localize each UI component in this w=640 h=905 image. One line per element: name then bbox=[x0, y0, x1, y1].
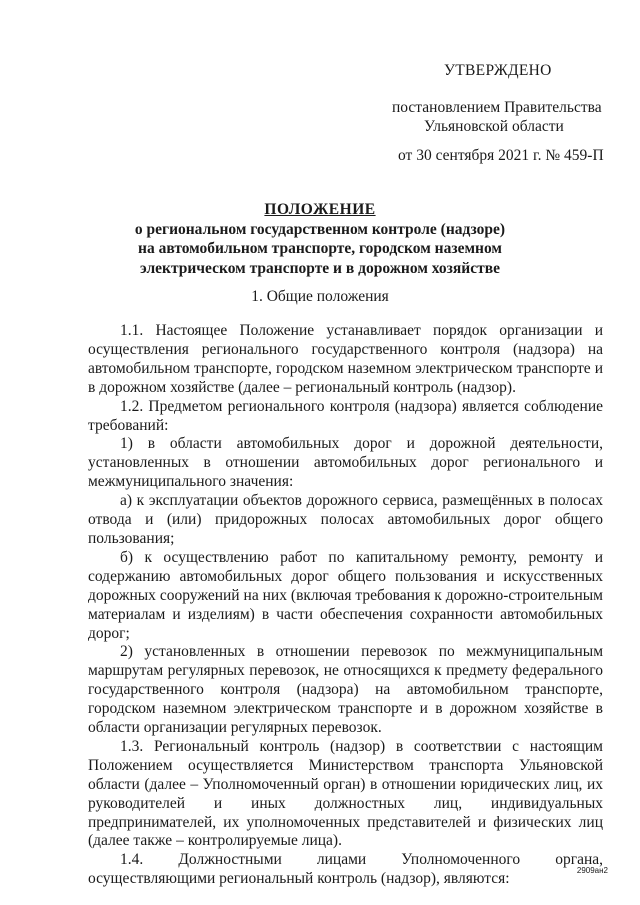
paragraph-1-1: 1.1. Настоящее Положение устанавливает порядок организации и осуществления регионального государственного контроля (надзора) на автомобильном транспорте, городском наземном электрическом транспорте и в дорожном хозяйстве (далее – региональный контроль (надзор). bbox=[88, 322, 603, 396]
approval-title: УТВЕРЖДЕНО bbox=[444, 62, 552, 79]
paragraph-1-3: 1.3. Региональный контроль (надзор) в соответствии с настоящим Положением осуществляется Министерством транспорта Ульяновской области (далее – Уполномоченный орган) в отношении юридических лиц, их руководителей и иных должностных лиц, индивидуальных предпринимателей, их уполномоченных представителей и физических лиц (далее также – контролируемые лица). bbox=[88, 737, 603, 850]
paragraph-1-2: 1.2. Предметом регионального контроля (надзора) является соблюдение требований: bbox=[88, 397, 603, 434]
document-title-block bbox=[0, 200, 640, 278]
paragraph-item-1b: б) к осуществлению работ по капитальному ремонту, ремонту и содержанию автомобильных дорог общего пользования и искусственных дорожных сооружений на них (включая требования к дорожно-строительным материалам и изделиям) в части обеспечения сохранности автомобильных дорог; bbox=[88, 548, 603, 642]
section-heading: 1. Общие положения bbox=[251, 288, 389, 305]
paragraph-item-1: 1) в области автомобильных дорог и дорожной деятельности, установленных в отношении автомобильных дорог регионального и межмуниципального значения: bbox=[88, 435, 603, 491]
document-subtitle-line-3: электрическом транспорте и в дорожном хозяйстве bbox=[140, 259, 500, 277]
document-title: ПОЛОЖЕНИЕ bbox=[264, 201, 376, 218]
paragraph-item-1a: а) к эксплуатации объектов дорожного сервиса, размещённых в полосах отвода и (или) придорожных полосах автомобильных дорог общего пользования; bbox=[88, 492, 603, 547]
document-subtitle-line-1: о региональном государственном контроле (надзоре) bbox=[134, 220, 506, 238]
approval-block bbox=[0, 0, 640, 170]
approval-line-1: постановлением Правительства bbox=[392, 99, 602, 116]
approval-line-3: от 30 сентября 2021 г. № 459-П bbox=[398, 147, 604, 164]
document-subtitle-line-2: на автомобильном транспорте, городском наземном bbox=[138, 240, 502, 257]
paragraph-1-4: 1.4. Должностными лицами Уполномоченного органа, осуществляющими региональный контроль (надзор), являются: bbox=[88, 851, 603, 888]
document-body bbox=[88, 322, 603, 889]
paragraph-item-2: 2) установленных в отношении перевозок по межмуниципальным маршрутам регулярных перевозок, не относящихся к предмету федерального государственного контроля (надзора) на автомобильном транспорте, городском наземном электрическом транспорте и в дорожном хозяйстве в области организации регулярных перевозок. bbox=[88, 643, 603, 737]
approval-line-2: Ульяновской области bbox=[424, 118, 564, 135]
footer-code: 2909ан2 bbox=[576, 866, 608, 875]
